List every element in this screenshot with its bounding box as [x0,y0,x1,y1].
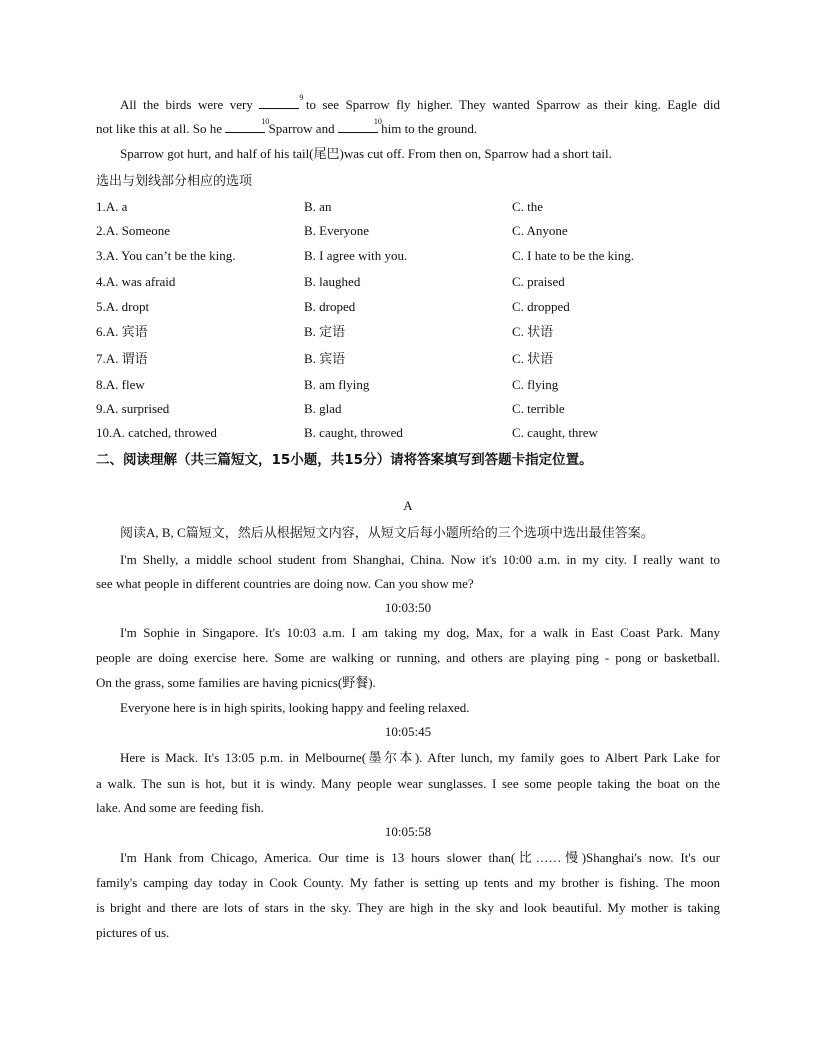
option-4-B: B. laughed [304,274,361,289]
option-9-C: C. terrible [512,401,565,416]
instruction-text: 选出与划线部分相应的选项 [96,173,253,188]
option-10-B: B. caught, throwed [304,425,403,440]
option-3-C: C. I hate to be the king. [512,248,635,263]
paragraph-line: a walk. The sun is hot, but it is windy. Many people wear sunglasses. I see some people taking the boat on the [96,776,720,791]
timestamp: 10:05:58 [384,824,432,839]
paragraph-line: people are doing exercise here. Some are walking or running, and others are playing ping - pong or basketball. [96,650,720,665]
option-9-B: B. glad [304,401,342,416]
paragraph-line: lake. And some are feeding fish. [96,800,264,815]
option-2-A: 2.A. Someone [96,223,171,238]
option-1-A: 1.A. a [96,199,128,214]
answer-blank-10b [338,117,382,133]
passage-text: All the birds were very [120,97,253,112]
paragraph-line: I'm Sophie in Singapore. It's 10:03 a.m. I am taking my dog, Max, for a walk in East Coast Park. Many [120,625,720,640]
option-4-C: C. praised [512,274,565,289]
option-1-B: B. an [304,199,332,214]
paragraph-line: family's camping day today in Cook County. My father is setting up tents and my brother is fishing. The moon [96,875,720,890]
paragraph-line: I'm Hank from Chicago, America. Our time is 13 hours slower than(比……慢)Shanghai's now. It's our [120,850,720,865]
passage-text: to see Sparrow fly higher. They wanted Sparrow as their king. Eagle did [305,97,721,112]
option-7-B: B. 宾语 [304,351,346,366]
timestamp: 10:05:45 [384,724,432,739]
option-7-C: C. 状语 [512,351,554,366]
option-2-C: C. Anyone [512,223,568,238]
option-4-A: 4.A. was afraid [96,274,176,289]
paragraph-line: see what people in different countries are doing now. Can you show me? [96,576,474,591]
option-8-A: 8.A. flew [96,377,145,392]
answer-blank-9 [259,93,304,109]
timestamp: 10:03:50 [384,600,432,615]
option-3-A: 3.A. You can’t be the king. [96,248,236,263]
option-3-B: B. I agree with you. [304,248,408,263]
option-5-C: C. dropped [512,299,570,314]
option-8-B: B. am flying [304,377,370,392]
answer-blank-10a [225,117,270,133]
option-1-C: C. the [512,199,544,214]
option-2-B: B. Everyone [304,223,369,238]
option-5-B: B. droped [304,299,356,314]
option-7-A: 7.A. 谓语 [96,351,148,366]
paragraph-line: Everyone here is in high spirits, looking happy and feeling relaxed. [120,700,470,715]
option-6-A: 6.A. 宾语 [96,324,148,339]
option-6-C: C. 状语 [512,324,554,339]
part-label: A [403,498,413,513]
directions-text: 阅读A, B, C篇短文，然后从根据短文内容，从短文后每小题所给的三个选项中选出最佳答案。 [120,525,654,540]
option-6-B: B. 定语 [304,324,346,339]
option-8-C: C. flying [512,377,559,392]
option-9-A: 9.A. surprised [96,401,170,416]
passage-line-1 [120,93,721,113]
option-10-C: C. caught, threw [512,425,598,440]
paragraph-line: I'm Shelly, a middle school student from Shanghai, China. Now it's 10:00 a.m. in my city. I really want to [120,552,720,567]
paragraph-line: On the grass, some families are having picnics(野餐). [96,675,376,690]
passage-text: not like this at all. So he [96,121,223,136]
blank-number: 10 [261,117,270,126]
blank-number: 10 [373,117,382,126]
option-10-A: 10.A. catched, throwed [96,425,217,440]
blank-number: 9 [299,93,304,102]
passage-line-2 [96,117,478,137]
option-5-A: 5.A. dropt [96,299,150,314]
passage-text: him to the ground. [381,121,478,136]
passage-line-3: Sparrow got hurt, and half of his tail(尾巴)was cut off. From then on, Sparrow had a short tail. [120,146,612,161]
paragraph-line: pictures of us. [96,925,170,940]
paragraph-line: Here is Mack. It's 13:05 p.m. in Melbourne(墨尔本). After lunch, my family goes to Albert Park Lake for [120,750,720,765]
passage-text: Sparrow and [268,121,335,136]
paragraph-line: is bright and there are lots of stars in the sky. They are high in the sky and look beautiful. My mother is taking [96,900,720,915]
section-heading: 二、阅读理解（共三篇短文，15小题，共15分）请将答案填写到答题卡指定位置。 [96,452,593,468]
